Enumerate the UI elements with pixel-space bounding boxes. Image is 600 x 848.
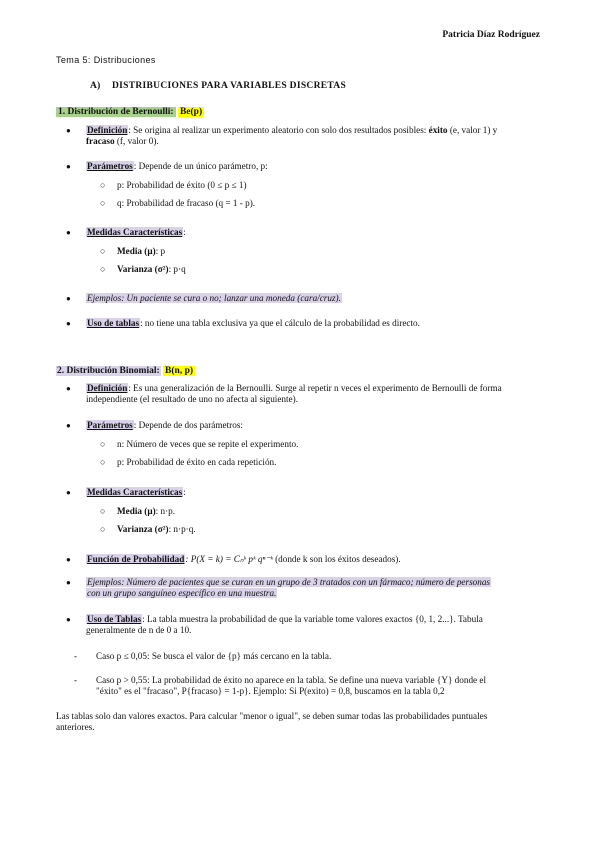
dash-bullet: - bbox=[74, 675, 78, 685]
definition-label: Definición bbox=[87, 383, 128, 393]
binomial-notation: B(n, p) bbox=[165, 366, 194, 376]
bernoulli-variance: Varianza (σ²): p·q bbox=[117, 264, 186, 274]
circle-bullet-icon: ○ bbox=[100, 506, 106, 516]
function-label: Función de Probabilidad bbox=[87, 554, 185, 564]
bernoulli-definition: Definición: Se origina al realizar un experimento aleatorio con solo dos resultados posibles: éxito (e, valor 1) y fracaso (f, valor 0). bbox=[86, 125, 498, 147]
section-title-text: DISTRIBUCIONES PARA VARIABLES DISCRETAS bbox=[112, 81, 347, 91]
binomial-examples: Ejemplos: Número de pacientes que se curan en un grupo de 3 tratados con un fármaco; número de personas con un grupo sanguíneo específico en una muestra. bbox=[87, 577, 490, 599]
binomial-param-p: p: Probabilidad de éxito en cada repetición. bbox=[117, 457, 277, 467]
subject-title: Tema 5: Distribuciones bbox=[56, 55, 156, 65]
bernoulli-parameters: Parámetros: Depende de un único parámetro, p: bbox=[87, 161, 268, 171]
bernoulli-param-p: p: Probabilidad de éxito (0 ≤ p ≤ 1) bbox=[117, 180, 247, 190]
binomial-variance: Varianza (σ²): n·p·q. bbox=[117, 524, 196, 534]
tables-label: Uso de tablas bbox=[87, 318, 140, 328]
bernoulli-param-q: q: Probabilidad de fracaso (q = 1 - p). bbox=[117, 198, 256, 208]
binomial-probability-function: Función de Probabilidad: P(X = k) = Cₙᵏ pᵏ qⁿ⁻ᵏ (donde k son los éxitos deseados). bbox=[87, 554, 401, 564]
section-number: A) bbox=[90, 81, 101, 91]
bullet-icon: ● bbox=[66, 294, 71, 303]
binomial-definition: Definición: Es una generalización de la Bernoulli. Surge al repetir n veces el experimento de Bernoulli de forma independiente (el resultado de uno no afecta al siguiente). bbox=[86, 383, 502, 405]
binomial-heading bbox=[56, 366, 195, 378]
bernoulli-tables: Uso de tablas: no tiene una tabla exclusiva ya que el cálculo de la probabilidad es directo. bbox=[87, 318, 420, 328]
bullet-icon: ● bbox=[66, 384, 71, 393]
bullet-icon: ● bbox=[66, 126, 71, 135]
circle-bullet-icon: ○ bbox=[100, 246, 106, 256]
bullet-icon: ● bbox=[66, 319, 71, 328]
function-formula: : P(X = k) = Cₙᵏ pᵏ qⁿ⁻ᵏ bbox=[185, 554, 273, 564]
parameters-label: Parámetros bbox=[87, 161, 133, 171]
measures-label: Medidas Características bbox=[87, 487, 183, 497]
bullet-icon: ● bbox=[66, 578, 71, 587]
footer-note: Las tablas solo dan valores exactos. Para calcular "menor o igual", se deben sumar todas las probabilidades puntuales anteriores. bbox=[56, 711, 488, 733]
bullet-icon: ● bbox=[66, 421, 71, 430]
circle-bullet-icon: ○ bbox=[100, 264, 106, 274]
binomial-parameters: Parámetros: Depende de dos parámetros: bbox=[87, 420, 243, 430]
bernoulli-heading-text: 1. Distribución de Bernoulli: bbox=[58, 107, 174, 117]
bullet-icon: ● bbox=[66, 488, 71, 497]
circle-bullet-icon: ○ bbox=[100, 180, 106, 190]
definition-label: Definición bbox=[87, 125, 128, 135]
bernoulli-heading bbox=[56, 107, 204, 119]
circle-bullet-icon: ○ bbox=[100, 524, 106, 534]
circle-bullet-icon: ○ bbox=[100, 198, 106, 208]
binomial-param-n: n: Número de veces que se repite el experimento. bbox=[117, 439, 299, 449]
binomial-measures: Medidas Características: bbox=[87, 487, 186, 497]
bernoulli-examples: Ejemplos: Un paciente se cura o no; lanzar una moneda (cara/cruz). bbox=[87, 293, 341, 303]
binomial-case-1: Caso p ≤ 0,05: Se busca el valor de {p} más cercano en la tabla. bbox=[96, 651, 332, 661]
bernoulli-measures: Medidas Características: bbox=[87, 227, 186, 237]
circle-bullet-icon: ○ bbox=[100, 439, 106, 449]
binomial-mean: Media (μ): n·p. bbox=[117, 506, 176, 516]
bernoulli-mean: Media (μ): p bbox=[117, 246, 166, 256]
section-title bbox=[90, 81, 346, 93]
bullet-icon: ● bbox=[66, 615, 71, 624]
measures-label: Medidas Características bbox=[87, 227, 183, 237]
bullet-icon: ● bbox=[66, 162, 71, 171]
parameters-label: Parámetros bbox=[87, 420, 133, 430]
circle-bullet-icon: ○ bbox=[100, 457, 106, 467]
bullet-icon: ● bbox=[66, 555, 71, 564]
bullet-icon: ● bbox=[66, 228, 71, 237]
author-name: Patricia Díaz Rodríguez bbox=[442, 30, 540, 40]
bernoulli-notation: Be(p) bbox=[179, 107, 203, 117]
dash-bullet: - bbox=[74, 651, 78, 661]
binomial-tables: Uso de Tablas: La tabla muestra la probabilidad de que la variable tome valores exactos {0, 1, 2...}. Tabula generalmente de n de 0 a 10. bbox=[86, 614, 483, 636]
binomial-heading-text: 2. Distribución Binomial: bbox=[57, 366, 160, 376]
tables-label: Uso de Tablas bbox=[87, 614, 142, 624]
binomial-case-2: Caso p > 0,55: La probabilidad de éxito no aparece en la tabla. Se define una nueva variable {Y} donde el "éxito" es el "fracaso", P{fracaso} = 1-p}. Ejemplo: Si P(exito) = 0,8, buscamos en la tabla 0,2 bbox=[96, 675, 487, 697]
